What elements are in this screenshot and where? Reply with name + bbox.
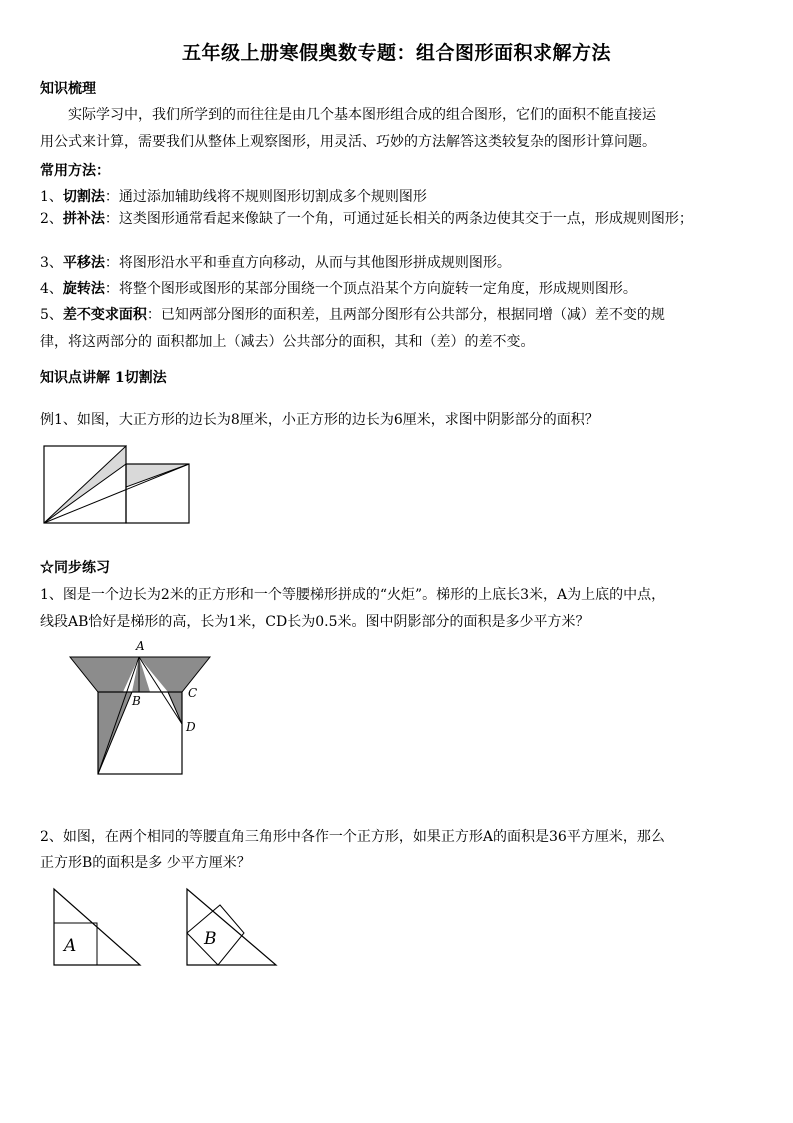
- question-1-line-2: 线段AB恰好是梯形的高，长为1米，CD长为0.5米。图中阴影部分的面积是多少平方米？: [40, 614, 590, 630]
- section-heading-methods: 常用方法：: [40, 163, 110, 179]
- question-1-line-1: 1、图是一个边长为2米的正方形和一个等腰梯形拼成的“火炬”。梯形的上底长3米，A为上底的中点，: [40, 587, 666, 603]
- triangle-right: [187, 889, 276, 965]
- triangle-with-square-b: [187, 889, 276, 965]
- method-name: 差不变求面积: [62, 307, 147, 323]
- question-2-line-1: 2、如图，在两个相同的等腰直角三角形中各作一个正方形，如果正方形A的面积是36平方厘米，那么: [40, 829, 665, 845]
- shade-left-triangle: [98, 692, 132, 774]
- diagonal-line: [44, 464, 189, 523]
- label-square-b: B: [204, 929, 217, 949]
- example-1-text: 例1、如图，大正方形的边长为8厘米，小正方形的边长为6厘米，求图中阴影部分的面积？: [40, 412, 599, 428]
- example-1-figure: [40, 440, 195, 530]
- label-d: D: [186, 720, 196, 734]
- section-heading-lesson: 知识点讲解 1切割法: [40, 370, 167, 386]
- method-name: 拼补法: [62, 211, 105, 227]
- label-c: C: [188, 686, 198, 700]
- section-heading-practice: ☆同步练习: [40, 560, 110, 576]
- method-desc: ：已知两部分图形的面积差，且两部分图形有公共部分，根据同增（减）差不变的规: [146, 307, 665, 323]
- method-number: 2、: [40, 211, 63, 227]
- label-a: A: [136, 639, 145, 653]
- method-item-difference-line-2: 律，将这两部分的 面积都加上（减去）公共部分的面积，其和（差）的差不变。: [40, 334, 535, 350]
- shaded-triangle-upper: [44, 446, 126, 523]
- method-number: 3、: [40, 255, 63, 271]
- method-number: 5、: [40, 307, 63, 323]
- label-square-a: A: [64, 936, 77, 956]
- method-name: 旋转法: [62, 281, 105, 297]
- method-item-patching: [40, 211, 756, 228]
- knowledge-paragraph-line-2: 用公式来计算，需要我们从整体上观察图形，用灵活、巧妙的方法解答这类较复杂的图形计算问题。: [40, 134, 656, 150]
- method-desc: ：将整个图形或图形的某部分围绕一个顶点沿某个方向旋转一定角度，形成规则图形。: [104, 281, 637, 297]
- method-name: 平移法: [62, 255, 105, 271]
- triangle-squares-figure: [50, 885, 285, 970]
- method-number: 1、: [40, 189, 63, 205]
- question-2-line-2: 正方形B的面积是多 少平方厘米？: [40, 855, 251, 871]
- method-desc: ：通过添加辅助线将不规则图形切割成多个规则图形: [104, 189, 427, 205]
- method-item-cutting: [40, 186, 756, 208]
- triangle-with-square-a: [54, 889, 140, 965]
- method-number: 4、: [40, 281, 63, 297]
- method-desc: ：将图形沿水平和垂直方向移动，从而与其他图形拼成规则图形。: [104, 255, 511, 271]
- method-item-rotation: [40, 278, 756, 300]
- method-desc: ：这类图形通常看起来像缺了一个角，可通过延长相关的两条边使其交于一点，形成规则图形；: [104, 211, 693, 227]
- method-name: 切割法: [62, 189, 105, 205]
- torch-figure: [60, 636, 230, 781]
- knowledge-paragraph-line-1: 实际学习中，我们所学到的而往往是由几个基本图形组合成的组合图形，它们的面积不能直接运: [68, 107, 656, 123]
- method-item-difference: [40, 304, 756, 326]
- page-title: 五年级上册寒假奥数专题：组合图形面积求解方法: [181, 42, 611, 64]
- label-b: B: [132, 694, 141, 708]
- section-heading-knowledge: 知识梳理: [40, 81, 96, 97]
- method-item-translation: [40, 252, 756, 274]
- shade-right-triangle: [168, 692, 182, 724]
